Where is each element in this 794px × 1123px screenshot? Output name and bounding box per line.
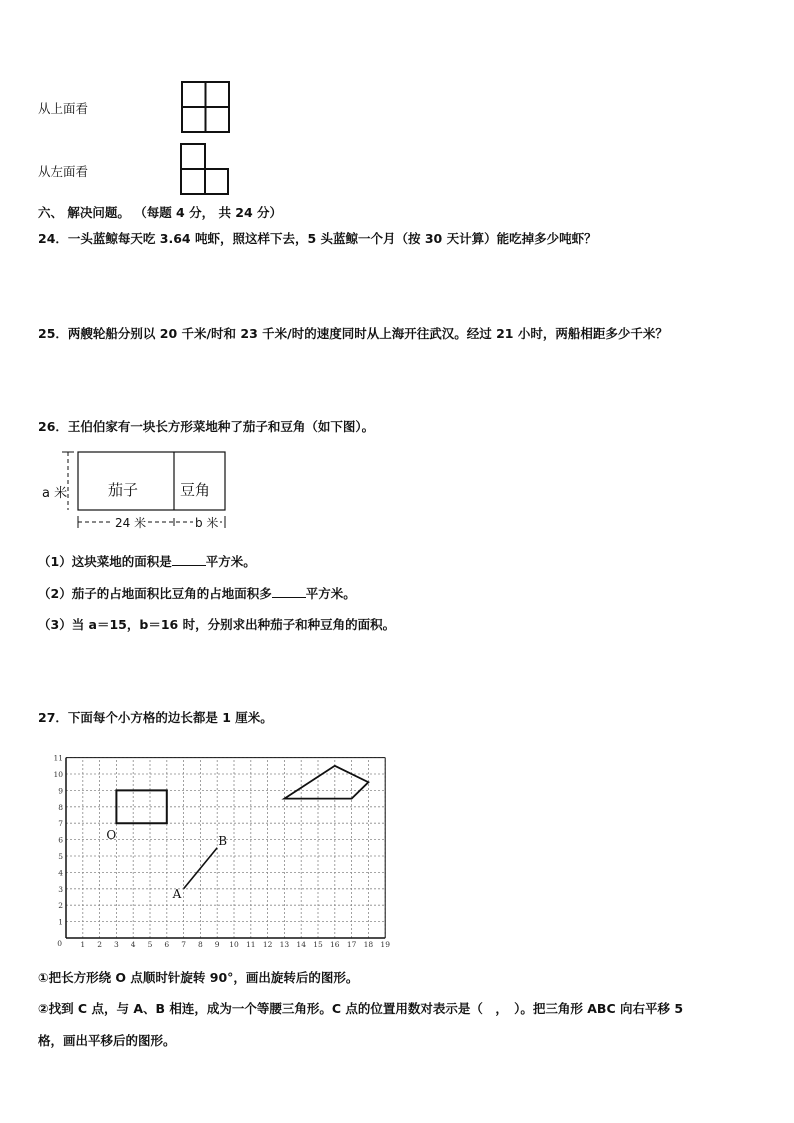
y-tick-label: 7 — [58, 819, 63, 829]
q26-sub2-text: （2）茄子的占地面积比豆角的占地面积多 — [38, 586, 272, 601]
y-tick-label: 4 — [58, 868, 63, 878]
q26-sub2 — [38, 584, 356, 602]
question-25: 25．两艘轮船分别以 20 千米/时和 23 千米/时的速度同时从上海开往武汉。经过 21 小时，两船相距多少千米？ — [38, 326, 668, 341]
height-label: a 米 — [42, 482, 67, 501]
x-tick-label: 19 — [380, 940, 390, 949]
answer-blank[interactable] — [272, 586, 306, 598]
x-tick-label: 10 — [229, 940, 239, 949]
x-tick-label: 17 — [346, 940, 357, 949]
answer-blank[interactable] — [172, 554, 206, 566]
y-tick-label: 8 — [58, 802, 63, 812]
y-tick-label: 9 — [58, 786, 63, 796]
x-tick-label: 12 — [262, 940, 273, 949]
x-tick-label: 16 — [330, 940, 340, 949]
point-o-label: O — [106, 828, 117, 843]
y-tick-label: 1 — [58, 917, 63, 927]
y-tick-label: 5 — [58, 852, 63, 861]
view-top-figure — [181, 81, 231, 134]
x-tick-label: 2 — [97, 940, 102, 949]
x-tick-label: 3 — [114, 940, 119, 949]
eggplant-label: 茄子 — [108, 481, 139, 499]
point-a-label: A — [172, 886, 182, 901]
point-b-label: B — [218, 833, 228, 848]
y-tick-label: 2 — [58, 901, 63, 911]
coordinate-grid — [44, 742, 394, 947]
q27-sub2-line1: ②找到 C 点，与 A、B 相连，成为一个等腰三角形。C 点的位置用数对表示是（ ， ）。把三角形 ABC 向右平移 5 — [38, 1001, 684, 1016]
q27-sub2-line2: 格，画出平移后的图形。 — [38, 1033, 176, 1048]
y-tick-label: 10 — [53, 770, 63, 779]
origin-label: 0 — [57, 939, 62, 948]
question-26: 26．王伯伯家有一块长方形菜地种了茄子和豆角（如下图）。 — [38, 419, 375, 434]
x-tick-label: 5 — [147, 940, 153, 949]
x-tick-label: 4 — [130, 940, 136, 949]
y-tick-label: 11 — [53, 753, 63, 763]
x-tick-label: 14 — [296, 940, 306, 949]
view-left-label: 从左面看 — [38, 164, 89, 179]
x-tick-label: 13 — [279, 940, 290, 949]
q26-sub3: （3）当 a＝15，b＝16 时，分别求出种茄子和种豆角的面积。 — [38, 617, 396, 632]
quadrilateral-shape — [284, 766, 368, 799]
section-title: 六、 解决问题。 （每题 4 分， 共 24 分） — [38, 205, 283, 220]
q26-sub1 — [38, 552, 256, 570]
q26-sub1-text: （1）这块菜地的面积是 — [38, 554, 172, 569]
question-27: 27．下面每个小方格的边长都是 1 厘米。 — [38, 710, 273, 725]
x-tick-label: 15 — [313, 940, 323, 949]
view-top-label: 从上面看 — [38, 101, 89, 116]
x-tick-label: 18 — [363, 940, 374, 949]
y-tick-label: 6 — [58, 835, 63, 845]
q27-sub1: ①把长方形绕 O 点顺时针旋转 90°，画出旋转后的图形。 — [38, 970, 359, 985]
x-tick-label: 11 — [246, 940, 256, 949]
x-tick-label: 9 — [214, 940, 220, 949]
width-24-label: 24 米 — [115, 516, 147, 530]
q26-sub2-unit: 平方米。 — [305, 586, 356, 601]
q26-sub1-unit: 平方米。 — [205, 554, 256, 569]
bean-label: 豆角 — [180, 481, 211, 499]
x-tick-label: 8 — [198, 940, 203, 949]
x-tick-label: 1 — [80, 940, 86, 949]
x-tick-label: 7 — [181, 940, 186, 949]
width-b-label: b 米 — [195, 516, 219, 530]
y-tick-label: 3 — [58, 884, 63, 894]
question-24: 24．一头蓝鲸每天吃 3.64 吨虾，照这样下去，5 头蓝鲸一个月（按 30 天计算）能吃掉多少吨虾？ — [38, 231, 597, 246]
view-left-figure — [180, 143, 230, 196]
x-tick-label: 6 — [164, 940, 170, 949]
